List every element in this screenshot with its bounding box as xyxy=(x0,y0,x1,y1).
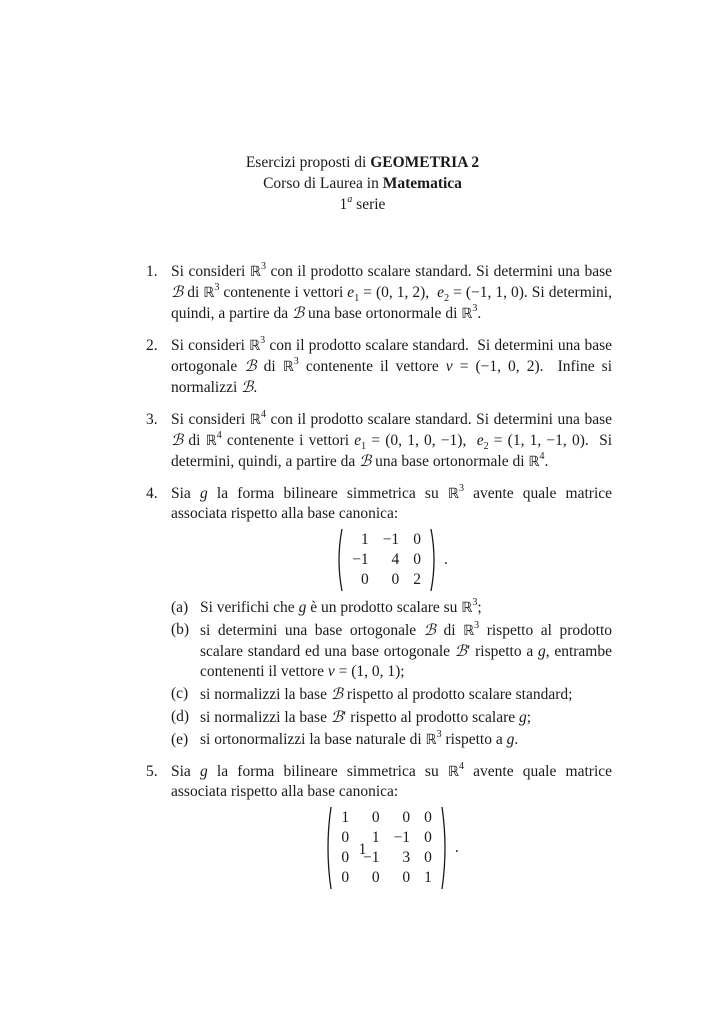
sub-item-label: (a) xyxy=(171,599,189,616)
exercise-3 xyxy=(146,410,612,472)
sub-item-label: (e) xyxy=(171,731,189,748)
matrix-entry: 1 xyxy=(424,869,432,886)
series-label: serie xyxy=(352,196,386,213)
matrix-entry: 4 xyxy=(391,551,400,568)
document-header xyxy=(0,152,725,215)
matrix-entry: 0 xyxy=(341,849,350,866)
exercise-number: 3. xyxy=(146,411,158,428)
sub-item-label: (d) xyxy=(171,708,190,725)
exercise-number: 4. xyxy=(146,485,158,502)
matrix-row xyxy=(334,868,439,888)
matrix-entry: 2 xyxy=(413,571,421,588)
matrix-period: . xyxy=(443,551,448,568)
sub-item-label: (c) xyxy=(171,685,189,702)
exercise-text: Si consideri ℝ$^3$ con il prodotto scalare standard. Si determini una base ortogonale ℬ di ℝ$^3$ contenente il vettore v = (−1, 0, 2). Infine si normalizzi ℬ. xyxy=(171,334,612,396)
matrix xyxy=(171,528,612,592)
matrix-entry: 1 xyxy=(371,829,380,846)
matrix-entry: 0 xyxy=(360,571,369,588)
matrix-entry: 0 xyxy=(341,869,350,886)
header-line-1-text: Esercizi proposti di xyxy=(245,154,371,171)
left-paren xyxy=(335,528,343,592)
matrix-entry: 1 xyxy=(341,809,350,826)
sub-item-label: (b) xyxy=(171,621,190,638)
exercise-number: 2. xyxy=(146,337,158,354)
sub-item xyxy=(171,707,612,728)
matrix-entry: 0 xyxy=(341,829,350,846)
matrix-entry: 0 xyxy=(402,869,411,886)
sub-item-list xyxy=(171,598,612,750)
sub-item-text: si determini una base ortogonale ℬ di ℝ$^3$ rispetto al prodotto scalare standard ed una base ortogonale ℬ′ rispetto a g, entrambe contenenti il vettore v = (1, 0, 1); xyxy=(200,619,613,680)
matrix-entry: 0 xyxy=(413,551,421,568)
matrix-entry: −1 xyxy=(382,531,400,548)
exercise-text: Si consideri ℝ$^4$ con il prodotto scalare standard. Si determini una base ℬ di ℝ$^4$ contenente i vettori $e_1 = (0$, 1, 0, −1), $e_2 = (1$, 1, −1, 0). Si determini, quindi, a partire da ℬ una base ortonormale di ℝ$^4$. xyxy=(171,408,613,470)
sub-item xyxy=(171,620,612,682)
matrix-entry: 0 xyxy=(413,531,421,548)
sub-item-text: Si verifichi che g è un prodotto scalare su ℝ$^3$; xyxy=(200,596,482,616)
matrix-entry: 0 xyxy=(402,809,411,826)
sub-item-text: si ortonormalizzi la base naturale di ℝ$^3$ rispetto a g. xyxy=(200,728,519,748)
matrix-entry: 0 xyxy=(424,809,432,826)
sub-item xyxy=(171,730,612,750)
matrix-row xyxy=(345,530,428,550)
matrix-row xyxy=(345,550,428,570)
degree-name: Matematica xyxy=(382,175,462,192)
matrix-entries xyxy=(345,530,428,590)
exercise-number: 5. xyxy=(146,763,158,780)
matrix-entry: −1 xyxy=(352,551,369,568)
series-number: 1 xyxy=(339,196,348,213)
exercise-text: Si consideri ℝ$^3$ con il prodotto scalare standard. Si determini una base ℬ di ℝ$^3$ contenente i vettori $e_1 = (0$, 1, 2), $e_2 = (-1$, 1, 0). Si determini, quindi, a partire da ℬ una base ortonormale di ℝ$^3$. xyxy=(171,260,612,322)
sub-item xyxy=(171,598,612,618)
series-superscript: a xyxy=(347,193,353,205)
sub-item xyxy=(171,684,612,705)
matrix-entry: 1 xyxy=(360,531,369,548)
page-number: 1 xyxy=(358,841,367,858)
matrix-entry: −1 xyxy=(363,849,380,866)
exercise-2 xyxy=(146,336,612,398)
matrix-entry: 3 xyxy=(402,849,411,866)
matrix-period: . xyxy=(454,839,459,856)
matrix-entry: −1 xyxy=(393,829,411,846)
course-name: GEOMETRIA 2 xyxy=(370,154,480,171)
sub-item-text: si normalizzi la base ℬ rispetto al prodotto scalare standard; xyxy=(200,685,573,703)
exercise-text: Sia g la forma bilineare simmetrica su ℝ$^4$ avente quale matrice associata rispetto alla base canonica: xyxy=(171,760,613,800)
matrix-entry: 0 xyxy=(371,869,380,886)
right-paren xyxy=(430,528,438,592)
exercise-5 xyxy=(146,762,612,890)
matrix-entry: 0 xyxy=(424,829,432,846)
exercise-4 xyxy=(146,484,612,750)
exercise-1 xyxy=(146,262,612,324)
matrix-row xyxy=(334,808,439,828)
matrix-entry: 0 xyxy=(371,809,380,826)
header-line-2-text: Corso di Laurea in xyxy=(263,175,383,192)
exercise-text: Sia g la forma bilineare simmetrica su ℝ$^3$ avente quale matrice associata rispetto alla base canonica: xyxy=(171,482,613,522)
header-line-1 xyxy=(0,152,725,173)
matrix-row xyxy=(345,570,428,590)
matrix-entry: 0 xyxy=(391,571,400,588)
sub-item-text: si normalizzi la base ℬ′ rispetto al prodotto scalare g; xyxy=(200,708,532,726)
header-line-3 xyxy=(0,194,725,215)
exercise-number: 1. xyxy=(146,263,158,280)
exercise-list xyxy=(146,262,612,896)
matrix-entry: 0 xyxy=(424,849,432,866)
header-line-2 xyxy=(0,173,725,194)
